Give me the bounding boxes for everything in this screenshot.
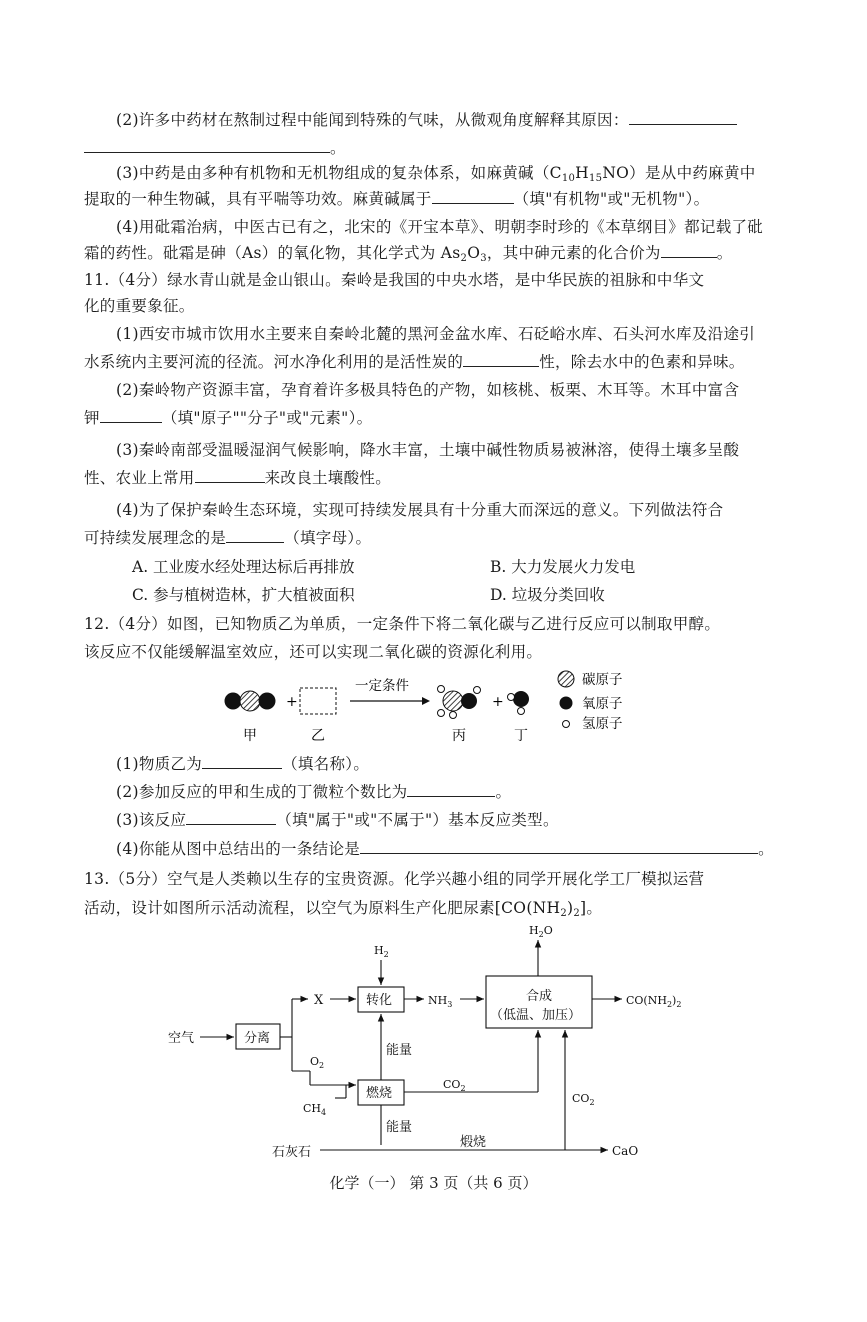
- legend-carbon-icon: [558, 671, 574, 687]
- q11-heading-line1: 11.（4分）绿水青山就是金山银山。秦岭是我国的中央水塔，是中华民族的祖脉和中华文: [84, 271, 705, 289]
- q10-part4-line1: (4)用砒霜治病，中医古已有之，北宋的《开宝本草》、明朝李时珍的《本草纲目》都记载了砒: [116, 218, 764, 236]
- plus-sign-2: +: [492, 694, 504, 710]
- molecule-yi-box: [300, 688, 336, 714]
- q10-part2-blank2[interactable]: [84, 138, 330, 153]
- q10-part2-text: (2)许多中药材在熬制过程中能闻到特殊的气味，从微观角度解释其原因：: [116, 111, 629, 129]
- q12-part4-blank[interactable]: [360, 839, 758, 854]
- q10-part4-blank[interactable]: [661, 243, 717, 258]
- process-flowchart: [160, 920, 720, 1165]
- q11-option-d[interactable]: D. 垃圾分类回收: [490, 586, 605, 604]
- flow-synth-condition: （低温、加压）: [490, 1008, 582, 1023]
- q11-option-a[interactable]: A. 工业废水经处理达标后再排放: [132, 558, 355, 576]
- q10-part3-blank[interactable]: [432, 189, 514, 204]
- flow-h2: $H_2$: [374, 944, 389, 959]
- legend-oxygen-label: 氧原子: [582, 696, 623, 712]
- legend-hydrogen-icon: [563, 721, 570, 728]
- q10-part3-line2: 提取的一种生物碱，具有平喘等功效。麻黄碱属于 （填"有机物"或"无机物"）。: [84, 190, 710, 208]
- q11-option-c[interactable]: C. 参与植树造林，扩大植被面积: [132, 586, 355, 604]
- flow-burn-box: 燃烧: [366, 1086, 393, 1101]
- plus-sign-1: +: [286, 694, 298, 710]
- q10-part4-line2: 霜的药性。砒霜是砷（As）的氧化物，其化学式为 $As_2O_3$，其中砷元素的化合价为 。: [84, 244, 733, 264]
- q11-part4-blank[interactable]: [226, 528, 284, 543]
- q12-part3: (3)该反应 （填"属于"或"不属于"）基本反应类型。: [116, 811, 559, 829]
- legend-carbon-label: 碳原子: [582, 672, 623, 688]
- q10-part2-blank[interactable]: [629, 110, 737, 125]
- q12-part1: (1)物质乙为 （填名称）。: [116, 755, 370, 773]
- label-ding: 丁: [514, 728, 528, 744]
- q10-part3-line1: (3)中药是由多种有机物和无机物组成的复杂体系，如麻黄碱$(C_{10}H_{15}NO)$是从中药麻黄中: [116, 164, 756, 184]
- q11-part3-blank[interactable]: [195, 468, 265, 483]
- q13-heading-line2: 活动，设计如图所示活动流程，以空气为原料生产化肥尿素$[CO(NH_2)_2]$。: [84, 899, 603, 919]
- q12-part4: (4)你能从图中总结出的一条结论是 。: [116, 840, 774, 858]
- q11-part4-line1: (4)为了保护秦岭生态环境，实现可持续发展具有十分重大而深远的意义。下列做法符合: [116, 501, 724, 519]
- q11-heading-line2: 化的重要象征。: [84, 297, 195, 315]
- flow-energy-down: 能量: [386, 1120, 413, 1135]
- flow-calcine: 煅烧: [460, 1135, 487, 1150]
- q12-part3-blank[interactable]: [186, 810, 276, 825]
- q12-part1-blank[interactable]: [202, 754, 282, 769]
- q12-heading-line2: 该反应不仅能缓解温室效应，还可以实现二氧化碳的资源化利用。: [84, 643, 543, 661]
- q11-part3-line1: (3)秦岭南部受温暖湿润气候影响，降水丰富，土壤中碱性物质易被淋溶，使得土壤多呈酸: [116, 441, 740, 459]
- molecule-ding-water: [508, 691, 530, 715]
- q11-part2-line1: (2)秦岭物产资源丰富，孕育着许多极具特色的产物，如核桃、板栗、木耳等。木耳中富含: [116, 381, 740, 399]
- flow-x: X: [314, 993, 324, 1008]
- label-bing: 丙: [452, 728, 466, 744]
- flow-urea: $CO(NH_2)_2$: [626, 994, 682, 1009]
- label-yi: 乙: [311, 728, 325, 744]
- q11-part1-line1: (1)西安市城市饮用水主要来自秦岭北麓的黑河金盆水库、石砭峪水库、石头河水库及沿途引: [116, 325, 756, 343]
- label-jia: 甲: [243, 728, 257, 744]
- legend-hydrogen-label: 氢原子: [582, 716, 623, 732]
- reaction-condition: 一定条件: [355, 678, 409, 694]
- flow-co2-calcine: $CO_2$: [572, 1092, 595, 1107]
- flow-energy-up: 能量: [386, 1043, 413, 1058]
- molecule-jia-co2: [225, 691, 276, 711]
- q12-heading-line1: 12.（4分）如图，已知物质乙为单质，一定条件下将二氧化碳与乙进行反应可以制取甲醇。: [84, 615, 721, 633]
- page-footer: 化学（一） 第 3 页（共 6 页）: [329, 1174, 538, 1192]
- flow-synth-box: 合成: [526, 989, 553, 1004]
- q11-part1-line2: 水系统内主要河流的径流。河水净化利用的是活性炭的 性，除去水中的色素和异味。: [84, 353, 745, 371]
- flow-convert-box: 转化: [366, 993, 393, 1008]
- reaction-diagram: [210, 668, 670, 750]
- q10-part2-line2: 。: [84, 138, 346, 158]
- flow-h2o: $H_2O$: [529, 924, 553, 939]
- flow-separate-box: 分离: [244, 1031, 271, 1046]
- q13-heading-line1: 13.（5分）空气是人类赖以生存的宝贵资源。化学兴趣小组的同学开展化学工厂模拟运营: [84, 870, 705, 888]
- q11-part4-line2: 可持续发展理念的是 （填字母）。: [84, 529, 372, 547]
- q11-part2-blank[interactable]: [100, 408, 162, 423]
- q12-part2-blank[interactable]: [407, 782, 495, 797]
- flow-cao: CaO: [612, 1144, 639, 1158]
- q12-part2: (2)参加反应的甲和生成的丁微粒个数比为 。: [116, 783, 512, 801]
- q11-option-b[interactable]: B. 大力发展火力发电: [490, 558, 636, 576]
- flow-air: 空气: [168, 1031, 195, 1046]
- q11-part2-line2: 钾 （填"原子""分子"或"元素"）。: [84, 409, 373, 427]
- flow-nh3: $NH_3$: [428, 994, 453, 1009]
- legend-oxygen-icon: [560, 697, 573, 710]
- molecule-bing-methanol: [438, 686, 481, 719]
- q10-part2-line1: [116, 110, 737, 130]
- flow-o2: $O_2$: [310, 1055, 325, 1070]
- flow-limestone: 石灰石: [272, 1145, 312, 1160]
- flow-co2-burn: $CO_2$: [443, 1078, 466, 1093]
- flow-ch4: $CH_4$: [303, 1102, 327, 1117]
- q11-part1-blank[interactable]: [463, 352, 539, 367]
- q11-part3-line2: 性、农业上常用 来改良土壤酸性。: [84, 469, 392, 487]
